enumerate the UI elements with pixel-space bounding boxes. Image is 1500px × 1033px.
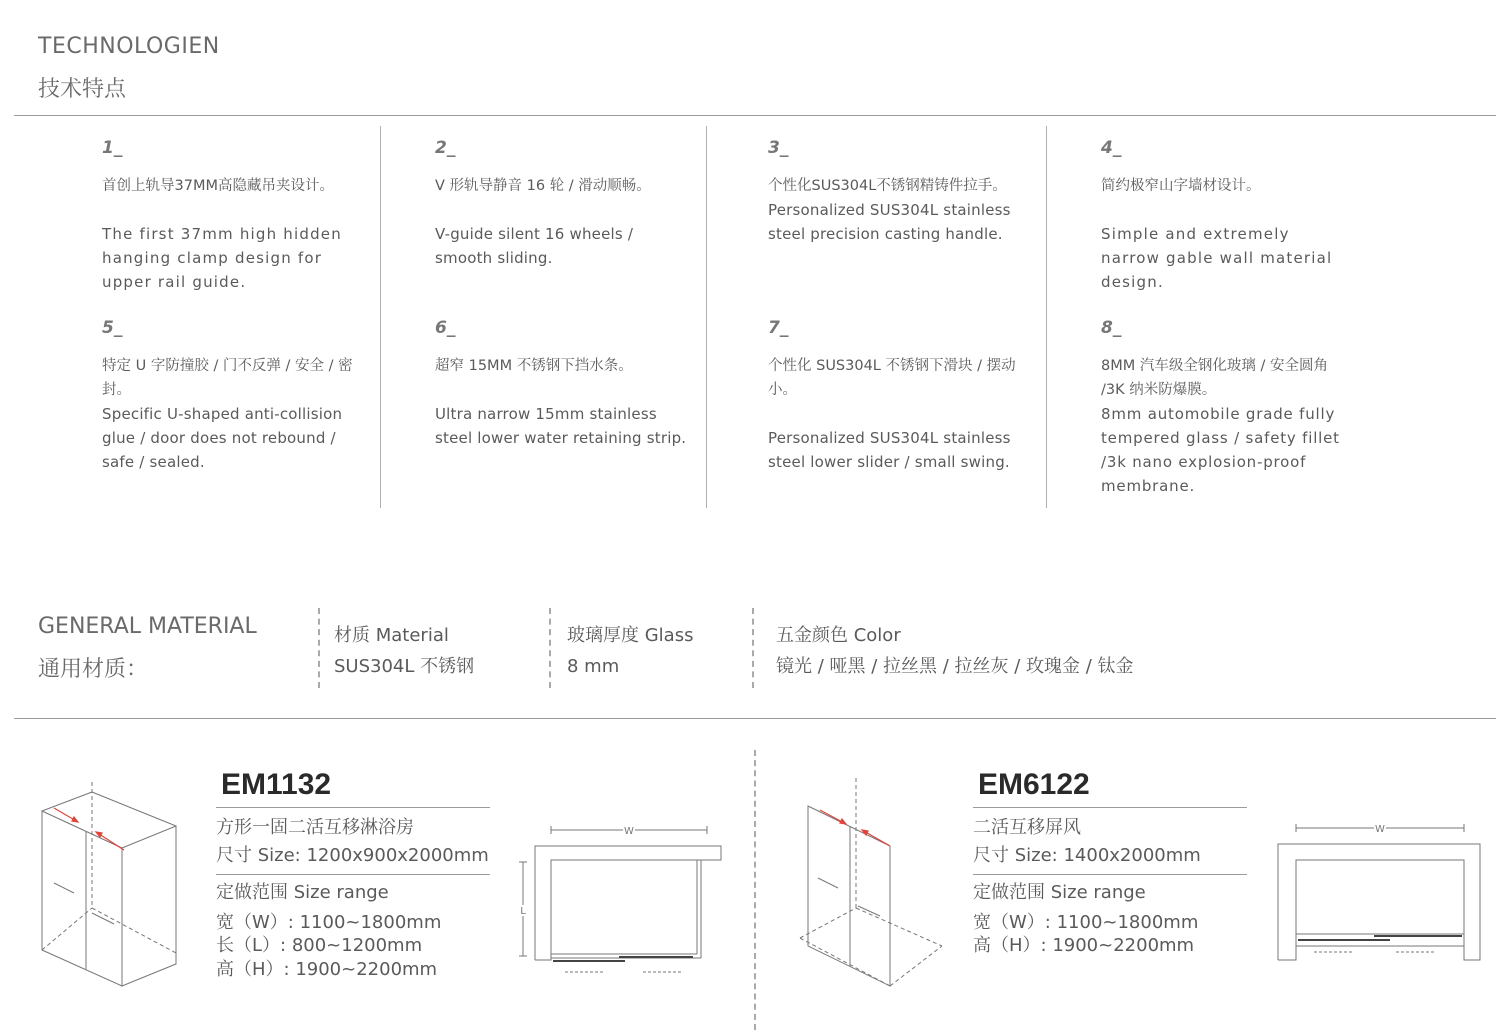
feature-number: 3_ [768, 138, 789, 158]
feature-text-en: V-guide silent 16 wheels / smooth sliding. [435, 225, 634, 267]
feature-text-en: 8mm automobile grade fully tempered glass / safety fillet /3k nano explosion-proof membrane. [1101, 405, 1340, 495]
feature-text-cn: 8MM 汽车级全钢化玻璃 / 安全圆角 /3K 纳米防爆膜。 [1101, 358, 1328, 398]
plan-label-l: L [520, 906, 526, 917]
feature-text-cn: 个性化 SUS304L 不锈钢下滑块 / 摆动小。 [768, 358, 1016, 398]
plan-label-w: W [624, 826, 634, 837]
column-divider [1046, 126, 1047, 508]
product-size: 尺寸 Size: 1400x2000mm [973, 845, 1201, 866]
feature-text-cn: 个性化SUS304L不锈钢精铸件拉手。 [768, 178, 1007, 194]
product-model: EM6122 [978, 768, 1090, 801]
glass-label: 玻璃厚度 Glass [567, 625, 694, 646]
feature-number: 7_ [768, 318, 789, 338]
size-range-item: 长（L）: 800~1200mm [216, 935, 423, 956]
dashed-divider [754, 750, 756, 1030]
feature-number: 8_ [1101, 318, 1122, 338]
dashed-divider [549, 608, 551, 688]
dashed-divider [318, 608, 320, 688]
product-size: 尺寸 Size: 1200x900x2000mm [216, 845, 489, 866]
floor-plan-diagram [1270, 818, 1490, 968]
feature-text-cn: 特定 U 字防撞胶 / 门不反弹 / 安全 / 密封。 [102, 358, 353, 398]
feature-number: 2_ [435, 138, 456, 158]
feature-number: 5_ [102, 318, 123, 338]
feature-text-en: Simple and extremely narrow gable wall material design. [1101, 225, 1333, 291]
product-name: 方形一固二活互移淋浴房 [216, 817, 414, 838]
color-spec [776, 620, 1134, 682]
feature-text-cn: V 形轨导静音 16 轮 / 滑动顺畅。 [435, 178, 651, 194]
plan-label-w: W [1375, 824, 1385, 835]
feature-item [102, 316, 354, 474]
color-value: 镜光 / 哑黑 / 拉丝黑 / 拉丝灰 / 玫瑰金 / 钛金 [776, 656, 1134, 677]
material-spec [334, 620, 474, 682]
feature-text-cn: 简约极窄山字墙材设计。 [1101, 178, 1261, 194]
divider [973, 807, 1247, 808]
divider [216, 807, 490, 808]
feature-number: 6_ [435, 318, 456, 338]
color-label: 五金颜色 Color [776, 625, 901, 646]
corner-enclosure-illustration [30, 778, 190, 993]
feature-item [435, 316, 687, 450]
section-title-en: TECHNOLOGIEN [38, 34, 220, 59]
material-label: 材质 Material [334, 625, 449, 646]
feature-text-cn: 超窄 15MM 不锈钢下挡水条。 [435, 358, 633, 374]
size-range-title: 定做范围 Size range [973, 882, 1146, 903]
floor-plan-diagram [515, 820, 725, 980]
feature-item [768, 316, 1020, 474]
feature-number: 1_ [102, 138, 123, 158]
column-divider [706, 126, 707, 508]
divider [14, 718, 1496, 719]
feature-text-en: The first 37mm high hidden hanging clamp design for upper rail guide. [102, 225, 342, 291]
feature-text-en: Ultra narrow 15mm stainless steel lower water retaining strip. [435, 405, 687, 447]
size-range-title: 定做范围 Size range [216, 882, 389, 903]
feature-item [1101, 316, 1353, 498]
product-model: EM1132 [221, 768, 332, 801]
material-title-cn: 通用材质： [38, 657, 149, 682]
divider [14, 115, 1496, 116]
glass-value: 8 mm [567, 656, 620, 677]
feature-item [102, 136, 354, 294]
feature-item [435, 136, 687, 270]
feature-item [768, 136, 1020, 246]
feature-text-en: Specific U-shaped anti-collision glue / door does not rebound / safe / sealed. [102, 405, 343, 471]
size-range-item: 宽（W）: 1100~1800mm [973, 912, 1199, 933]
divider [216, 874, 490, 875]
column-divider [380, 126, 381, 508]
size-range-item: 高（H）: 1900~2200mm [216, 959, 438, 980]
feature-number: 4_ [1101, 138, 1122, 158]
material-title-en: GENERAL MATERIAL [38, 614, 257, 639]
product-name: 二活互移屏风 [973, 817, 1081, 838]
glass-spec [567, 620, 693, 682]
size-range-item: 高（H）: 1900~2200mm [973, 935, 1195, 956]
section-title-cn: 技术特点 [38, 77, 127, 102]
screen-illustration [790, 778, 950, 993]
feature-text-en: Personalized SUS304L stainless steel precision casting handle. [768, 201, 1011, 243]
size-range-item: 宽（W）: 1100~1800mm [216, 912, 442, 933]
divider [973, 874, 1247, 875]
feature-text-cn: 首创上轨导37MM高隐藏吊夹设计。 [102, 178, 334, 194]
feature-text-en: Personalized SUS304L stainless steel lower slider / small swing. [768, 429, 1011, 471]
material-value: SUS304L 不锈钢 [334, 656, 475, 677]
feature-item [1101, 136, 1353, 294]
dashed-divider [752, 608, 754, 688]
